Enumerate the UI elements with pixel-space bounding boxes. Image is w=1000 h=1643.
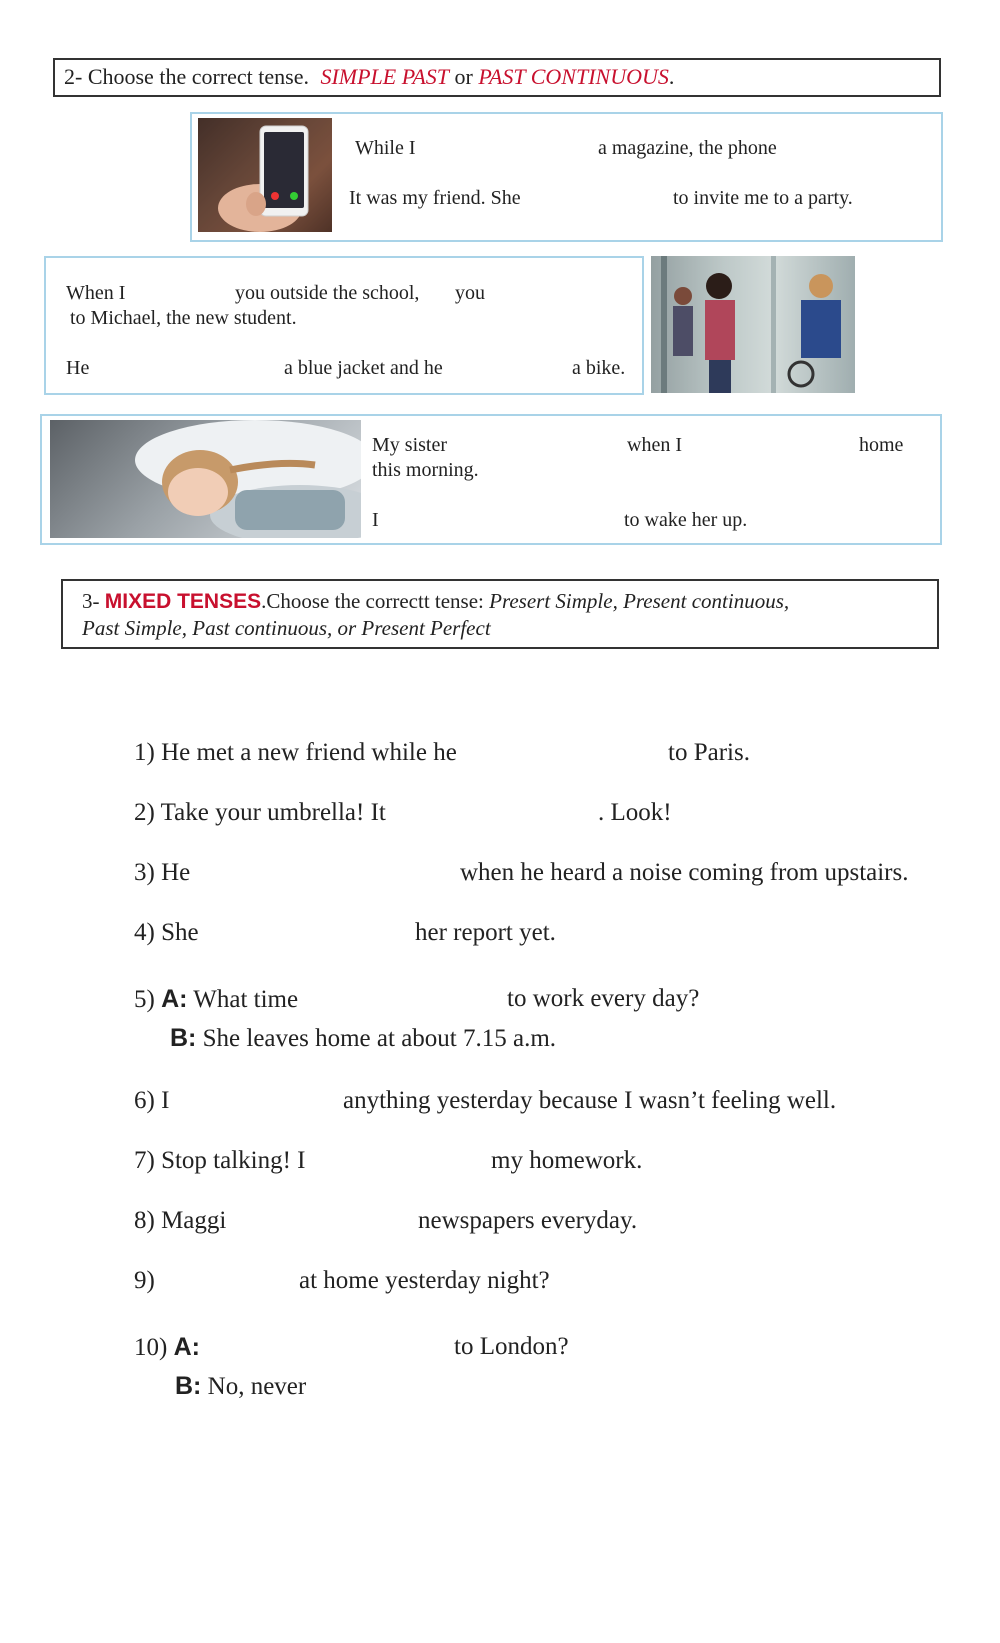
box3-line1-end: home — [859, 434, 904, 456]
box2-line1-end: you — [455, 282, 485, 304]
q9-end: at home yesterday night? — [299, 1267, 550, 1294]
box3-line3-start: I — [372, 509, 379, 531]
section3-title-tenses-1: Presert Simple, Present continuous, — [489, 589, 790, 613]
box2-line3-end: a bike. — [572, 357, 626, 379]
q1-end: to Paris. — [668, 739, 750, 766]
q5-end: to work every day? — [507, 985, 700, 1012]
section2-title-dot: . — [668, 64, 675, 89]
q3-end: when he heard a noise coming from upstairs. — [460, 859, 909, 886]
box2-line3-start: He — [66, 357, 90, 379]
q5-line1 — [134, 984, 298, 1015]
box1-line2-end: to invite me to a party. — [673, 187, 853, 209]
section2-title-option1: SIMPLE PAST — [320, 64, 450, 89]
q5-a-text: What time — [193, 986, 299, 1013]
q6-end: anything yesterday because I wasn’t feeling well. — [343, 1087, 837, 1114]
section2-title-or: or — [454, 64, 473, 89]
box1-line1-start: While I — [355, 137, 416, 159]
q6-start: 6) I — [134, 1087, 170, 1114]
box2-line3-middle: a blue jacket and he — [284, 357, 443, 379]
q5-a-label: A: — [161, 985, 188, 1013]
sleeping-girl-image — [50, 420, 361, 538]
q9-start: 9) — [134, 1267, 155, 1294]
q10-b-text: No, never — [207, 1373, 307, 1400]
q8-end: newspapers everyday. — [418, 1207, 638, 1234]
section3-title-prefix: 3- — [82, 589, 100, 613]
q2-end: . Look! — [598, 799, 672, 826]
q10-line1 — [134, 1332, 200, 1363]
box2-line1-start: When I — [66, 282, 126, 304]
q7-start: 7) Stop talking! I — [134, 1147, 306, 1174]
box2-line2: to Michael, the new student. — [70, 307, 297, 329]
q8-start: 8) Maggi — [134, 1207, 227, 1234]
section3-title-mixed: MIXED TENSES — [104, 590, 262, 613]
section2-title — [64, 64, 674, 90]
q5-number: 5) — [134, 986, 155, 1013]
phone-icon — [198, 118, 332, 232]
students-image — [651, 256, 855, 393]
box1-line1-end: a magazine, the phone — [598, 137, 777, 159]
phone-call-image — [198, 118, 332, 232]
students-illustration — [651, 256, 855, 393]
q10-a-label: A: — [173, 1333, 200, 1361]
q5-b-label: B: — [170, 1024, 197, 1052]
q10-b-label: B: — [175, 1372, 202, 1400]
q4-end: her report yet. — [415, 919, 556, 946]
box3-line1-start: My sister — [372, 434, 447, 456]
q5-b-text: She leaves home at about 7.15 a.m. — [202, 1025, 557, 1052]
box1-line2-start: It was my friend. She — [349, 187, 521, 209]
q10-number: 10) — [134, 1334, 168, 1361]
q3-start: 3) He — [134, 859, 191, 886]
q10-end: to London? — [454, 1333, 569, 1360]
q5-line2 — [170, 1023, 556, 1054]
section3-title-rest: .Choose the correctt tense: — [261, 589, 484, 613]
box3-line3-end: to wake her up. — [624, 509, 748, 531]
box3-line1-middle: when I — [627, 434, 682, 456]
section2-title-prefix: 2- Choose the correct tense. — [64, 64, 309, 89]
box3-line2: this morning. — [372, 459, 479, 481]
q7-end: my homework. — [491, 1147, 643, 1174]
q1-start: 1) He met a new friend while he — [134, 739, 457, 766]
q4-start: 4) She — [134, 919, 199, 946]
sleeping-girl-illustration — [50, 420, 361, 538]
section2-title-option2: PAST CONTINUOUS — [478, 64, 669, 89]
section3-title-line2: Past Simple, Past continuous, or Present Perfect — [82, 616, 491, 640]
q2-start: 2) Take your umbrella! It — [134, 799, 386, 826]
box2-line1-middle: you outside the school, — [235, 282, 420, 304]
section3-title-line1 — [82, 588, 789, 615]
q10-line2 — [175, 1371, 306, 1402]
